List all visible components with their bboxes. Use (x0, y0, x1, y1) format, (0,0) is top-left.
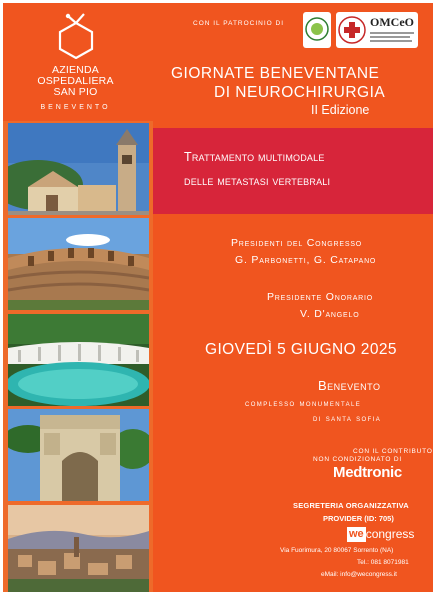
logo-line-3: SAN PIO (53, 86, 98, 98)
patronage-seal-1 (303, 12, 331, 48)
sponsor-logo-medtronic: Medtronic (333, 464, 402, 481)
event-city: Benevento (318, 378, 381, 393)
organizer-address: Via Fuorimura, 20 80067 Sorrento (NA) (280, 547, 394, 554)
wecongress-logo-box: we (349, 528, 364, 540)
photo-roman-theatre (8, 218, 149, 310)
topic-line-1: Trattamento multimodale (184, 150, 325, 164)
organizer-email: eMail: info@wecongress.it (321, 571, 397, 578)
wecongress-logo (347, 527, 414, 542)
photo-arch-of-trajan (8, 409, 149, 501)
event-edition: II Edizione (311, 103, 370, 117)
honorary-president-label: Presidente Onorario (267, 291, 374, 303)
event-title-line-1: GIORNATE BENEVENTANE (171, 65, 380, 82)
venue-line-2: di santa sofia (313, 413, 382, 423)
event-title-line-2: DI NEUROCHIRURGIA (214, 84, 386, 101)
topic-line-2: delle metastasi vertebrali (184, 174, 331, 188)
presidents-label: Presidenti del Congresso (231, 237, 363, 249)
photo-santa-sofia (8, 123, 149, 215)
patronage-seal-omceo (336, 12, 418, 48)
event-poster (3, 3, 433, 592)
hexagon-logo-icon (57, 13, 95, 59)
sponsor-note-line-1: CON IL CONTRIBUTO (353, 448, 433, 455)
hospital-logo (3, 3, 148, 121)
organizer-phone: Tel.: 081 8071981 (357, 559, 409, 566)
venue-line-1: complesso monumentale (245, 398, 362, 408)
sponsor-note-line-2: NON CONDIZIONATO DI (313, 456, 402, 463)
wecongress-logo-text: congress (365, 527, 415, 541)
photo-town-view (8, 505, 149, 592)
honorary-president-name: V. D'angelo (300, 308, 360, 320)
logo-city: BENEVENTO (40, 104, 111, 111)
organizer-label: SEGRETERIA ORGANIZZATIVA (293, 501, 409, 510)
event-date: GIOVEDÌ 5 GIUGNO 2025 (205, 341, 397, 358)
photo-cloister (8, 314, 149, 406)
omceo-text: OMCeO (370, 15, 414, 29)
presidents-names: G. Parbonetti, G. Catapano (235, 254, 377, 266)
topic-band (153, 128, 433, 214)
provider-id: PROVIDER (ID: 705) (323, 514, 394, 523)
logo-line-1: AZIENDA (52, 64, 99, 76)
seal-emblem-icon (303, 12, 331, 48)
patronage-label: CON IL PATROCINIO DI (193, 20, 285, 27)
logo-line-2: OSPEDALIERA (37, 75, 114, 87)
